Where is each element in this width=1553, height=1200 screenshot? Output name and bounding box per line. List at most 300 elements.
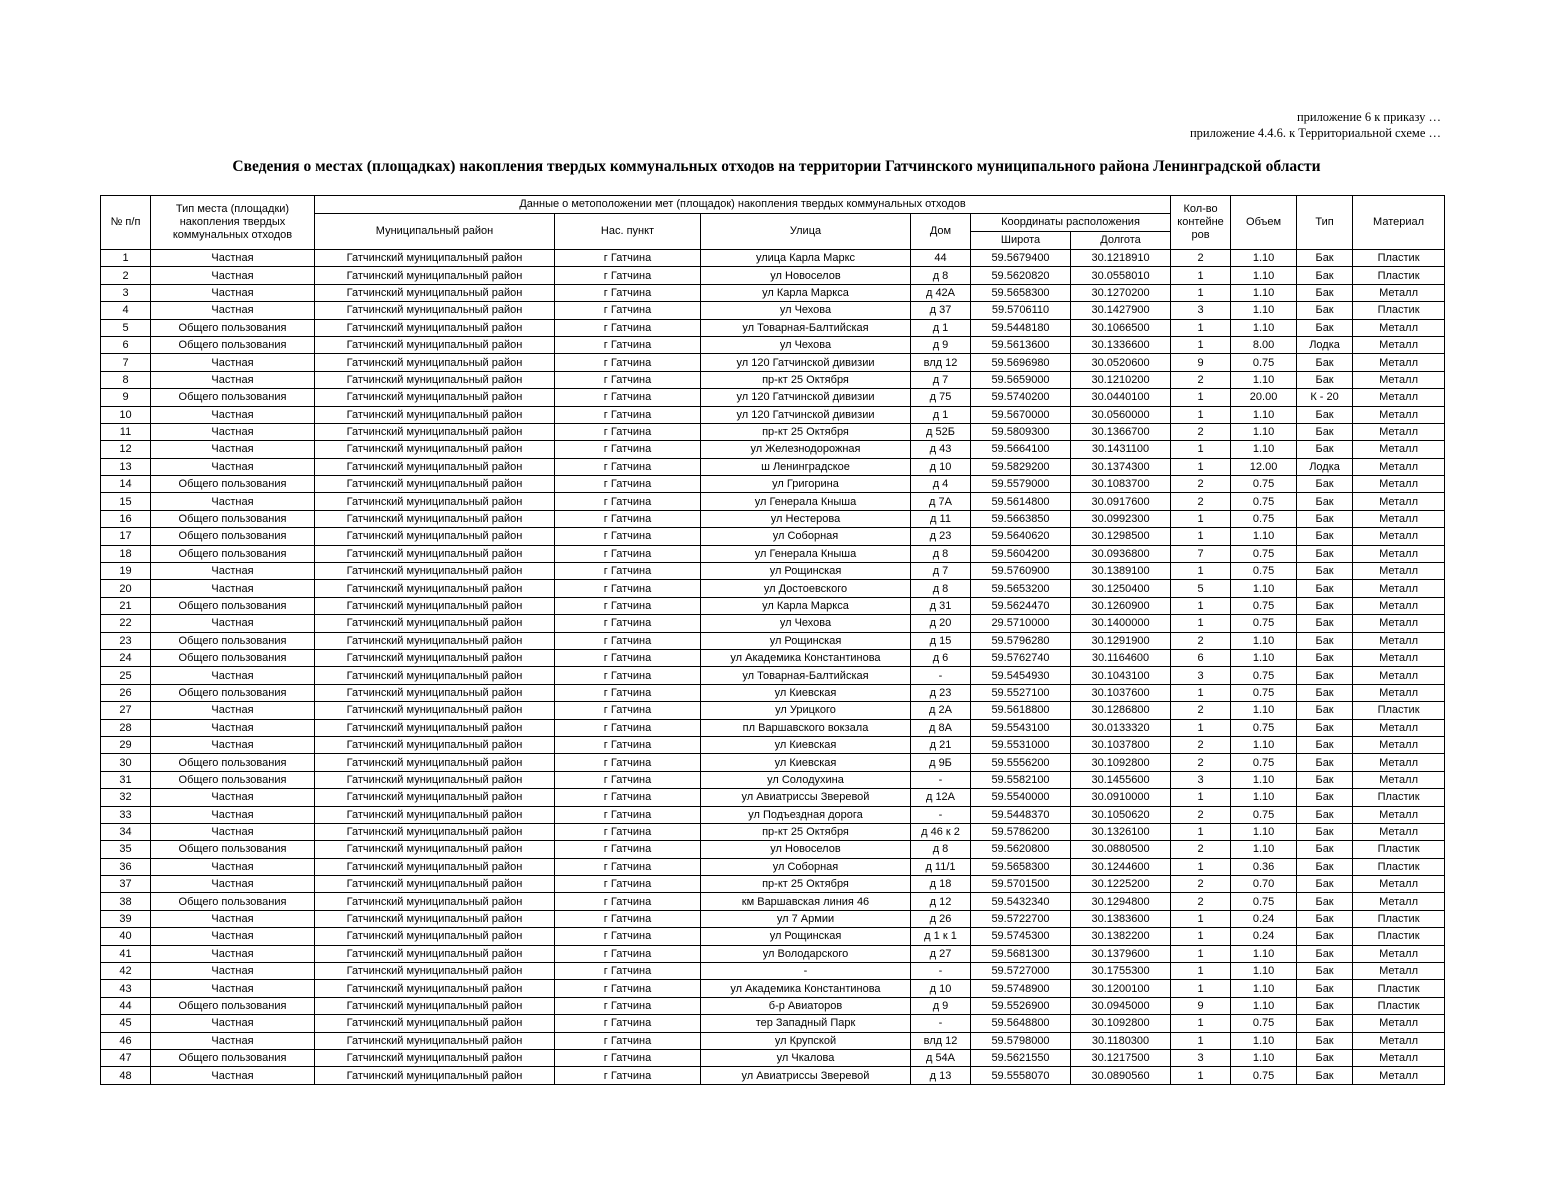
- cell-settlement: г Гатчина: [555, 893, 701, 910]
- cell-place-type: Частная: [151, 563, 315, 580]
- cell-street: ул Соборная: [701, 858, 911, 875]
- cell-num: 7: [101, 354, 151, 371]
- cell-latitude: 59.5727000: [971, 963, 1071, 980]
- table-row: [101, 910, 1445, 927]
- cell-municipal-district: Гатчинский муниципальный район: [315, 423, 555, 440]
- cell-place-type: Общего пользования: [151, 771, 315, 788]
- cell-latitude: 59.5681300: [971, 945, 1071, 962]
- cell-container-type: Бак: [1297, 667, 1353, 684]
- cell-container-type: Лодка: [1297, 458, 1353, 475]
- cell-municipal-district: Гатчинский муниципальный район: [315, 997, 555, 1014]
- cell-volume: 0.24: [1231, 928, 1297, 945]
- cell-house: д 13: [911, 1067, 971, 1084]
- cell-volume: 1.10: [1231, 736, 1297, 753]
- table-header: [101, 196, 1445, 250]
- cell-street: ул Товарная-Балтийская: [701, 319, 911, 336]
- table-row: [101, 493, 1445, 510]
- cell-street: ул 7 Армии: [701, 910, 911, 927]
- cell-street: ул Рощинская: [701, 632, 911, 649]
- cell-place-type: Частная: [151, 371, 315, 388]
- cell-volume: 1.10: [1231, 997, 1297, 1014]
- cell-container-type: Бак: [1297, 754, 1353, 771]
- cell-street: ш Ленинградское: [701, 458, 911, 475]
- cell-volume: 1.10: [1231, 406, 1297, 423]
- cell-latitude: 59.5558070: [971, 1067, 1071, 1084]
- cell-settlement: г Гатчина: [555, 250, 701, 267]
- cell-latitude: 59.5740200: [971, 389, 1071, 406]
- table-row: [101, 406, 1445, 423]
- cell-container-type: Бак: [1297, 997, 1353, 1014]
- cell-num: 20: [101, 580, 151, 597]
- cell-house: д 8: [911, 267, 971, 284]
- cell-num: 2: [101, 267, 151, 284]
- cell-latitude: 59.5526900: [971, 997, 1071, 1014]
- cell-volume: 1.10: [1231, 319, 1297, 336]
- header-coordinates-group: Координаты расположения: [971, 214, 1171, 232]
- cell-container-count: 1: [1171, 406, 1231, 423]
- cell-container-type: Бак: [1297, 684, 1353, 701]
- cell-settlement: г Гатчина: [555, 476, 701, 493]
- cell-house: д 23: [911, 684, 971, 701]
- cell-container-type: Бак: [1297, 423, 1353, 440]
- cell-settlement: г Гатчина: [555, 1049, 701, 1066]
- cell-longitude: 30.1366700: [1071, 423, 1171, 440]
- cell-longitude: 30.1382200: [1071, 928, 1171, 945]
- cell-place-type: Общего пользования: [151, 754, 315, 771]
- cell-street: ул 120 Гатчинской дивизии: [701, 406, 911, 423]
- cell-house: д 2А: [911, 702, 971, 719]
- cell-latitude: 59.5722700: [971, 910, 1071, 927]
- cell-latitude: 59.5696980: [971, 354, 1071, 371]
- cell-settlement: г Гатчина: [555, 667, 701, 684]
- cell-place-type: Общего пользования: [151, 997, 315, 1014]
- cell-latitude: 59.5748900: [971, 980, 1071, 997]
- cell-house: д 8: [911, 841, 971, 858]
- cell-num: 24: [101, 649, 151, 666]
- cell-volume: 0.36: [1231, 858, 1297, 875]
- cell-volume: 12.00: [1231, 458, 1297, 475]
- cell-num: 17: [101, 528, 151, 545]
- cell-volume: 1.10: [1231, 771, 1297, 788]
- cell-material: Металл: [1353, 736, 1445, 753]
- cell-num: 11: [101, 423, 151, 440]
- cell-num: 27: [101, 702, 151, 719]
- table-row: [101, 563, 1445, 580]
- cell-house: д 1: [911, 406, 971, 423]
- cell-settlement: г Гатчина: [555, 945, 701, 962]
- cell-container-count: 1: [1171, 267, 1231, 284]
- cell-num: 33: [101, 806, 151, 823]
- cell-container-count: 1: [1171, 858, 1231, 875]
- cell-municipal-district: Гатчинский муниципальный район: [315, 510, 555, 527]
- table-row: [101, 336, 1445, 353]
- cell-place-type: Общего пользования: [151, 528, 315, 545]
- cell-material: Металл: [1353, 354, 1445, 371]
- cell-volume: 0.75: [1231, 1015, 1297, 1032]
- cell-longitude: 30.1043100: [1071, 667, 1171, 684]
- table-row: [101, 841, 1445, 858]
- cell-longitude: 30.1379600: [1071, 945, 1171, 962]
- cell-municipal-district: Гатчинский муниципальный район: [315, 945, 555, 962]
- cell-street: пр-кт 25 Октября: [701, 371, 911, 388]
- cell-municipal-district: Гатчинский муниципальный район: [315, 302, 555, 319]
- cell-latitude: 29.5710000: [971, 615, 1071, 632]
- cell-municipal-district: Гатчинский муниципальный район: [315, 597, 555, 614]
- cell-settlement: г Гатчина: [555, 702, 701, 719]
- cell-container-type: Бак: [1297, 528, 1353, 545]
- cell-container-type: Бак: [1297, 563, 1353, 580]
- cell-material: Металл: [1353, 476, 1445, 493]
- table-row: [101, 771, 1445, 788]
- header-count: Кол-во контейне ров: [1171, 196, 1231, 250]
- cell-container-count: 1: [1171, 789, 1231, 806]
- cell-container-count: 1: [1171, 441, 1231, 458]
- cell-street: ул Григорина: [701, 476, 911, 493]
- cell-container-type: Бак: [1297, 806, 1353, 823]
- cell-container-count: 1: [1171, 1067, 1231, 1084]
- cell-house: влд 12: [911, 354, 971, 371]
- cell-material: Пластик: [1353, 928, 1445, 945]
- cell-volume: 0.75: [1231, 667, 1297, 684]
- cell-longitude: 30.1400000: [1071, 615, 1171, 632]
- cell-municipal-district: Гатчинский муниципальный район: [315, 250, 555, 267]
- cell-container-type: Бак: [1297, 302, 1353, 319]
- cell-latitude: 59.5701500: [971, 876, 1071, 893]
- cell-container-type: Бак: [1297, 1015, 1353, 1032]
- cell-latitude: 59.5582100: [971, 771, 1071, 788]
- cell-container-type: Бак: [1297, 910, 1353, 927]
- cell-volume: 1.10: [1231, 267, 1297, 284]
- cell-longitude: 30.1225200: [1071, 876, 1171, 893]
- cell-container-count: 1: [1171, 719, 1231, 736]
- cell-latitude: 59.5531000: [971, 736, 1071, 753]
- cell-latitude: 59.5543100: [971, 719, 1071, 736]
- cell-material: Металл: [1353, 1067, 1445, 1084]
- cell-material: Металл: [1353, 493, 1445, 510]
- cell-municipal-district: Гатчинский муниципальный район: [315, 702, 555, 719]
- cell-house: д 42А: [911, 284, 971, 301]
- cell-street: б-р Авиаторов: [701, 997, 911, 1014]
- cell-municipal-district: Гатчинский муниципальный район: [315, 1015, 555, 1032]
- cell-material: Пластик: [1353, 980, 1445, 997]
- cell-settlement: г Гатчина: [555, 963, 701, 980]
- cell-longitude: 30.1218910: [1071, 250, 1171, 267]
- cell-material: Пластик: [1353, 858, 1445, 875]
- cell-place-type: Частная: [151, 458, 315, 475]
- cell-container-type: Бак: [1297, 597, 1353, 614]
- cell-house: д 23: [911, 528, 971, 545]
- cell-place-type: Частная: [151, 823, 315, 840]
- header-type-place: Тип места (площадки) накопления твердых коммунальных отходов: [151, 196, 315, 250]
- cell-street: ул Чехова: [701, 336, 911, 353]
- cell-container-type: Бак: [1297, 250, 1353, 267]
- cell-house: д 1 к 1: [911, 928, 971, 945]
- cell-container-type: Бак: [1297, 371, 1353, 388]
- cell-num: 34: [101, 823, 151, 840]
- table-row: [101, 893, 1445, 910]
- cell-num: 26: [101, 684, 151, 701]
- cell-volume: 1.10: [1231, 1032, 1297, 1049]
- cell-volume: 0.75: [1231, 354, 1297, 371]
- cell-settlement: г Гатчина: [555, 632, 701, 649]
- cell-volume: 1.10: [1231, 980, 1297, 997]
- cell-longitude: 30.0558010: [1071, 267, 1171, 284]
- cell-volume: 1.10: [1231, 284, 1297, 301]
- cell-longitude: 30.1431100: [1071, 441, 1171, 458]
- cell-latitude: 59.5760900: [971, 563, 1071, 580]
- cell-container-count: 1: [1171, 563, 1231, 580]
- cell-latitude: 59.5620820: [971, 267, 1071, 284]
- cell-street: ул Подъездная дорога: [701, 806, 911, 823]
- cell-municipal-district: Гатчинский муниципальный район: [315, 528, 555, 545]
- cell-house: д 8: [911, 545, 971, 562]
- cell-num: 1: [101, 250, 151, 267]
- table-row: [101, 423, 1445, 440]
- table-row: [101, 754, 1445, 771]
- cell-latitude: 59.5640620: [971, 528, 1071, 545]
- cell-longitude: 30.1037800: [1071, 736, 1171, 753]
- cell-longitude: 30.1092800: [1071, 754, 1171, 771]
- cell-volume: 1.10: [1231, 823, 1297, 840]
- cell-place-type: Частная: [151, 1067, 315, 1084]
- cell-settlement: г Гатчина: [555, 563, 701, 580]
- cell-material: Металл: [1353, 649, 1445, 666]
- cell-container-type: Бак: [1297, 1067, 1353, 1084]
- cell-num: 39: [101, 910, 151, 927]
- cell-material: Металл: [1353, 1049, 1445, 1066]
- header-settlement: Нас. пункт: [555, 214, 701, 250]
- cell-container-count: 1: [1171, 615, 1231, 632]
- cell-settlement: г Гатчина: [555, 336, 701, 353]
- cell-volume: 1.10: [1231, 945, 1297, 962]
- cell-longitude: 30.1298500: [1071, 528, 1171, 545]
- cell-container-type: Бак: [1297, 823, 1353, 840]
- table-row: [101, 1067, 1445, 1084]
- cell-place-type: Частная: [151, 302, 315, 319]
- cell-volume: 0.75: [1231, 563, 1297, 580]
- cell-municipal-district: Гатчинский муниципальный район: [315, 1049, 555, 1066]
- cell-house: д 52Б: [911, 423, 971, 440]
- cell-container-type: Лодка: [1297, 336, 1353, 353]
- cell-num: 9: [101, 389, 151, 406]
- cell-settlement: г Гатчина: [555, 928, 701, 945]
- cell-container-type: Бак: [1297, 319, 1353, 336]
- cell-container-count: 2: [1171, 736, 1231, 753]
- cell-municipal-district: Гатчинский муниципальный район: [315, 771, 555, 788]
- cell-place-type: Частная: [151, 354, 315, 371]
- cell-municipal-district: Гатчинский муниципальный район: [315, 319, 555, 336]
- cell-volume: 0.75: [1231, 545, 1297, 562]
- cell-container-count: 3: [1171, 302, 1231, 319]
- cell-longitude: 30.0880500: [1071, 841, 1171, 858]
- cell-place-type: Общего пользования: [151, 389, 315, 406]
- cell-place-type: Частная: [151, 493, 315, 510]
- cell-house: д 43: [911, 441, 971, 458]
- cell-house: д 26: [911, 910, 971, 927]
- cell-material: Металл: [1353, 458, 1445, 475]
- cell-num: 28: [101, 719, 151, 736]
- cell-settlement: г Гатчина: [555, 1032, 701, 1049]
- cell-container-count: 2: [1171, 371, 1231, 388]
- cell-house: 44: [911, 250, 971, 267]
- table-row: [101, 267, 1445, 284]
- cell-num: 25: [101, 667, 151, 684]
- cell-container-type: Бак: [1297, 267, 1353, 284]
- cell-settlement: г Гатчина: [555, 684, 701, 701]
- cell-settlement: г Гатчина: [555, 910, 701, 927]
- cell-settlement: г Гатчина: [555, 771, 701, 788]
- cell-volume: 0.70: [1231, 876, 1297, 893]
- cell-house: -: [911, 1015, 971, 1032]
- cell-place-type: Частная: [151, 980, 315, 997]
- cell-material: Металл: [1353, 528, 1445, 545]
- cell-material: Металл: [1353, 615, 1445, 632]
- cell-municipal-district: Гатчинский муниципальный район: [315, 354, 555, 371]
- cell-house: д 10: [911, 458, 971, 475]
- cell-longitude: 30.1286800: [1071, 702, 1171, 719]
- cell-material: Металл: [1353, 945, 1445, 962]
- cell-longitude: 30.0520600: [1071, 354, 1171, 371]
- cell-container-type: Бак: [1297, 1032, 1353, 1049]
- cell-volume: 1.10: [1231, 649, 1297, 666]
- cell-latitude: 59.5658300: [971, 858, 1071, 875]
- cell-place-type: Частная: [151, 876, 315, 893]
- cell-num: 31: [101, 771, 151, 788]
- cell-material: Металл: [1353, 754, 1445, 771]
- cell-place-type: Общего пользования: [151, 476, 315, 493]
- cell-container-count: 2: [1171, 702, 1231, 719]
- cell-street: ул Новоселов: [701, 267, 911, 284]
- cell-municipal-district: Гатчинский муниципальный район: [315, 441, 555, 458]
- cell-container-count: 1: [1171, 1015, 1231, 1032]
- header-container-type: Тип: [1297, 196, 1353, 250]
- cell-settlement: г Гатчина: [555, 997, 701, 1014]
- cell-container-count: 7: [1171, 545, 1231, 562]
- table-row: [101, 858, 1445, 875]
- cell-latitude: 59.5604200: [971, 545, 1071, 562]
- cell-num: 42: [101, 963, 151, 980]
- cell-settlement: г Гатчина: [555, 389, 701, 406]
- cell-latitude: 59.5663850: [971, 510, 1071, 527]
- cell-volume: 1.10: [1231, 789, 1297, 806]
- cell-volume: 1.10: [1231, 441, 1297, 458]
- cell-latitude: 59.5762740: [971, 649, 1071, 666]
- table-row: [101, 545, 1445, 562]
- cell-house: д 54А: [911, 1049, 971, 1066]
- cell-house: д 8: [911, 580, 971, 597]
- cell-longitude: 30.1037600: [1071, 684, 1171, 701]
- cell-volume: 1.10: [1231, 423, 1297, 440]
- cell-street: ул Солодухина: [701, 771, 911, 788]
- cell-place-type: Частная: [151, 910, 315, 927]
- cell-container-type: Бак: [1297, 945, 1353, 962]
- cell-material: Металл: [1353, 545, 1445, 562]
- cell-place-type: Частная: [151, 284, 315, 301]
- header-house: Дом: [911, 214, 971, 250]
- cell-municipal-district: Гатчинский муниципальный район: [315, 963, 555, 980]
- cell-latitude: 59.5618800: [971, 702, 1071, 719]
- cell-container-count: 6: [1171, 649, 1231, 666]
- cell-street: улица Карла Маркс: [701, 250, 911, 267]
- table-row: [101, 441, 1445, 458]
- table-row: [101, 945, 1445, 962]
- cell-municipal-district: Гатчинский муниципальный район: [315, 823, 555, 840]
- cell-material: Металл: [1353, 319, 1445, 336]
- cell-municipal-district: Гатчинский муниципальный район: [315, 545, 555, 562]
- table-row: [101, 684, 1445, 701]
- cell-longitude: 30.1294800: [1071, 893, 1171, 910]
- cell-municipal-district: Гатчинский муниципальный район: [315, 980, 555, 997]
- cell-house: д 10: [911, 980, 971, 997]
- cell-num: 44: [101, 997, 151, 1014]
- cell-volume: 0.75: [1231, 615, 1297, 632]
- cell-municipal-district: Гатчинский муниципальный район: [315, 789, 555, 806]
- cell-volume: 0.75: [1231, 1067, 1297, 1084]
- cell-latitude: 59.5664100: [971, 441, 1071, 458]
- cell-place-type: Частная: [151, 406, 315, 423]
- cell-house: д 37: [911, 302, 971, 319]
- cell-material: Металл: [1353, 284, 1445, 301]
- cell-container-count: 1: [1171, 458, 1231, 475]
- cell-settlement: г Гатчина: [555, 841, 701, 858]
- cell-container-count: 2: [1171, 841, 1231, 858]
- table-row: [101, 702, 1445, 719]
- cell-street: ул Товарная-Балтийская: [701, 667, 911, 684]
- cell-house: -: [911, 771, 971, 788]
- cell-house: д 8А: [911, 719, 971, 736]
- cell-settlement: г Гатчина: [555, 823, 701, 840]
- cell-longitude: 30.1383600: [1071, 910, 1171, 927]
- cell-place-type: Частная: [151, 719, 315, 736]
- cell-latitude: 59.5448180: [971, 319, 1071, 336]
- table-row: [101, 371, 1445, 388]
- cell-settlement: г Гатчина: [555, 302, 701, 319]
- cell-container-type: Бак: [1297, 284, 1353, 301]
- cell-latitude: 59.5448370: [971, 806, 1071, 823]
- cell-volume: 1.10: [1231, 302, 1297, 319]
- cell-volume: 0.75: [1231, 806, 1297, 823]
- cell-num: 29: [101, 736, 151, 753]
- cell-house: д 6: [911, 649, 971, 666]
- cell-house: д 7: [911, 371, 971, 388]
- cell-street: ул Киевская: [701, 754, 911, 771]
- cell-container-type: Бак: [1297, 632, 1353, 649]
- cell-settlement: г Гатчина: [555, 806, 701, 823]
- cell-num: 3: [101, 284, 151, 301]
- cell-num: 32: [101, 789, 151, 806]
- cell-volume: 0.75: [1231, 719, 1297, 736]
- cell-house: д 31: [911, 597, 971, 614]
- cell-longitude: 30.0936800: [1071, 545, 1171, 562]
- header-latitude: Широта: [971, 232, 1071, 250]
- appendix-note-scheme: приложение 4.4.6. к Территориальной схеме …: [1189, 126, 1441, 140]
- cell-longitude: 30.0560000: [1071, 406, 1171, 423]
- cell-volume: 1.10: [1231, 841, 1297, 858]
- cell-house: д 15: [911, 632, 971, 649]
- cell-container-count: 2: [1171, 806, 1231, 823]
- cell-material: Металл: [1353, 563, 1445, 580]
- table-row: [101, 389, 1445, 406]
- cell-container-count: 9: [1171, 997, 1231, 1014]
- cell-container-count: 1: [1171, 963, 1231, 980]
- header-location-group: Данные о метоположении мет (площадок) накопления твердых коммунальных отходов: [315, 196, 1171, 214]
- cell-settlement: г Гатчина: [555, 1015, 701, 1032]
- cell-place-type: Частная: [151, 267, 315, 284]
- cell-container-type: Бак: [1297, 545, 1353, 562]
- cell-settlement: г Гатчина: [555, 736, 701, 753]
- cell-place-type: Общего пользования: [151, 336, 315, 353]
- table-row: [101, 876, 1445, 893]
